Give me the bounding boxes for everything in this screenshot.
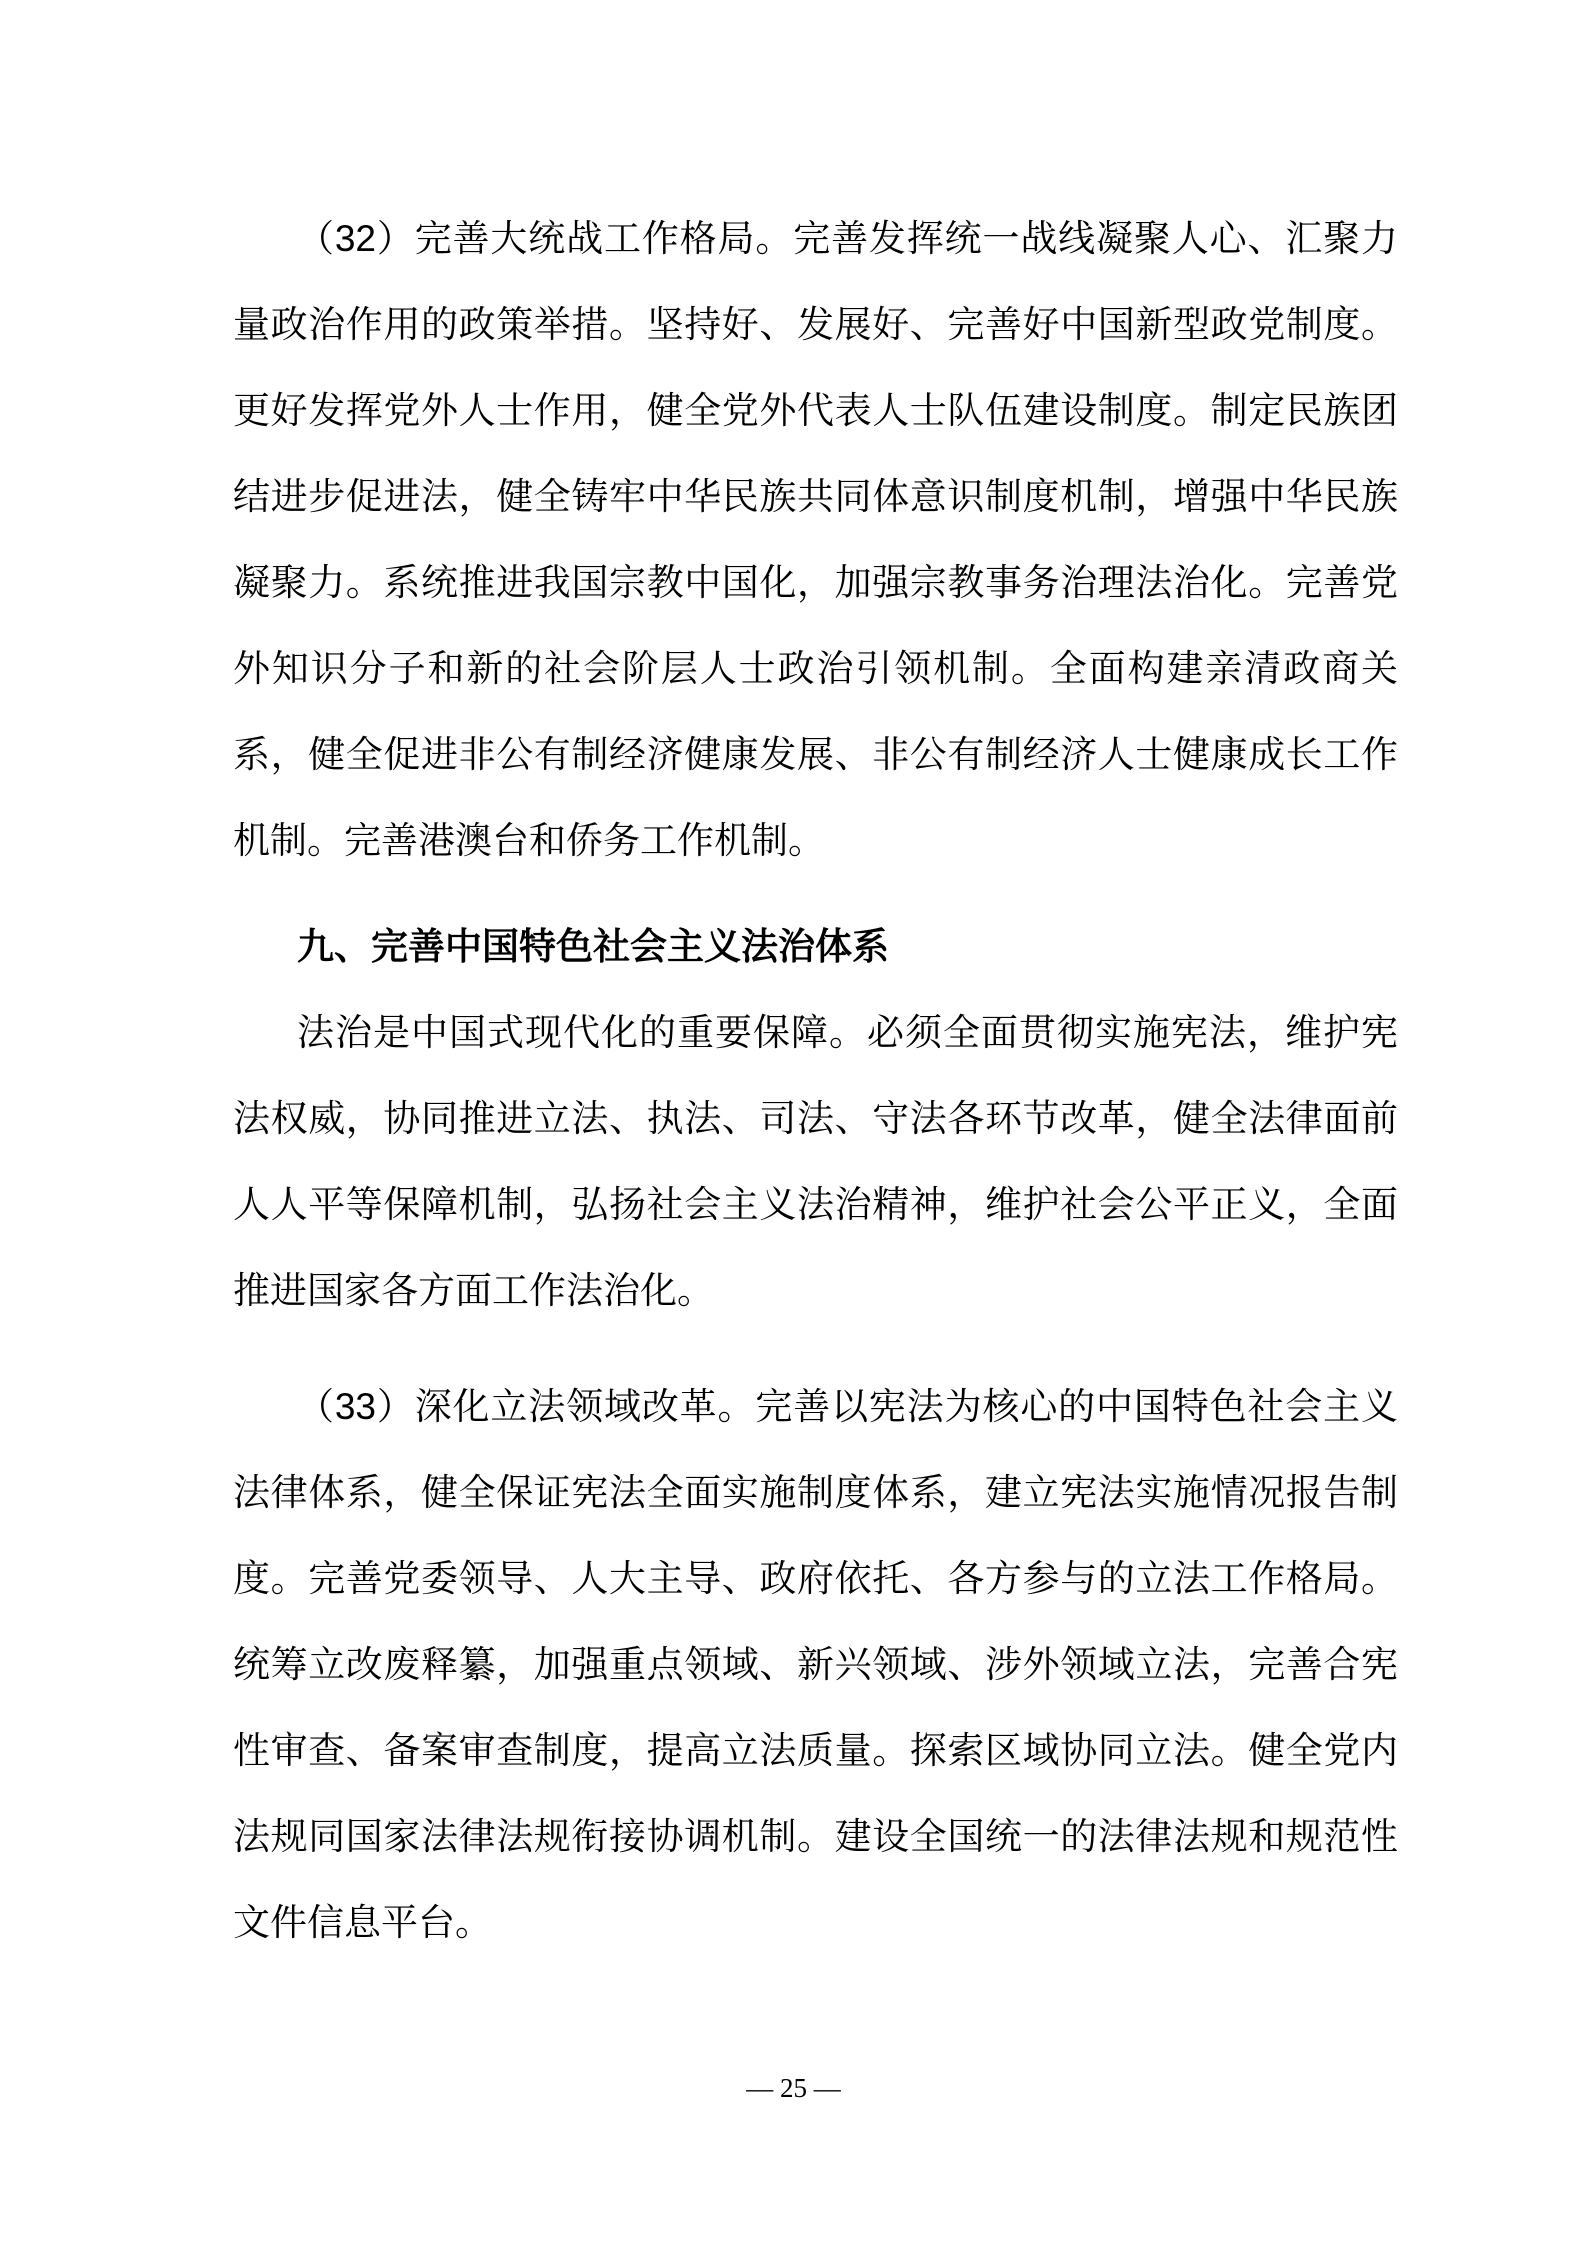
text-line: 度。完善党委领导、人大主导、政府依托、各方参与的立法工作格局。 [233,1558,1398,1599]
text-line: 性审查、备案审查制度，提高立法质量。探索区域协同立法。健全党内 [233,1730,1398,1771]
text-line: 法治是中国式现代化的重要保障。必须全面贯彻实施宪法，维护宪 [297,1012,1398,1053]
text-line: 推进国家各方面工作法治化。 [233,1270,714,1311]
section-9-intro-paragraph [233,990,1398,1334]
text-line: 法规同国家法律法规衔接协调机制。建设全国统一的法律法规和规范性 [233,1816,1398,1857]
text-line: 量政治作用的政策举措。坚持好、发展好、完善好中国新型政党制度。 [233,304,1398,345]
text-line: 法权威，协同推进立法、执法、司法、守法各环节改革，健全法律面前 [233,1098,1398,1139]
text-line: 更好发挥党外人士作用，健全党外代表人士队伍建设制度。制定民族团 [233,390,1398,431]
text-line: （33）深化立法领域改革。完善以宪法为核心的中国特色社会主义 [297,1386,1398,1427]
document-content [233,196,1398,1966]
text-line: 统筹立改废释纂，加强重点领域、新兴领域、涉外领域立法，完善合宪 [233,1644,1398,1685]
text-line: 文件信息平台。 [233,1902,492,1943]
text-line: 外知识分子和新的社会阶层人士政治引领机制。全面构建亲清政商关 [233,648,1398,689]
text-line: 机制。完善港澳台和侨务工作机制。 [233,820,825,861]
text-line: 结进步促进法，健全铸牢中华民族共同体意识制度机制，增强中华民族 [233,476,1398,517]
text-line: 凝聚力。系统推进我国宗教中国化，加强宗教事务治理法治化。完善党 [233,562,1398,603]
text-line: 人人平等保障机制，弘扬社会主义法治精神，维护社会公平正义，全面 [233,1184,1398,1225]
section-heading: 九、完善中国特色社会主义法治体系 [297,926,889,967]
page-number: — 25 — [746,2073,841,2103]
text-line: 系，健全促进非公有制经济健康发展、非公有制经济人士健康成长工作 [233,734,1398,775]
paragraph-33 [233,1364,1398,1966]
text-line: （32）完善大统战工作格局。完善发挥统一战线凝聚人心、汇聚力 [297,218,1398,259]
paragraph-32 [233,196,1398,884]
text-line: 法律体系，健全保证宪法全面实施制度体系，建立宪法实施情况报告制 [233,1472,1398,1513]
